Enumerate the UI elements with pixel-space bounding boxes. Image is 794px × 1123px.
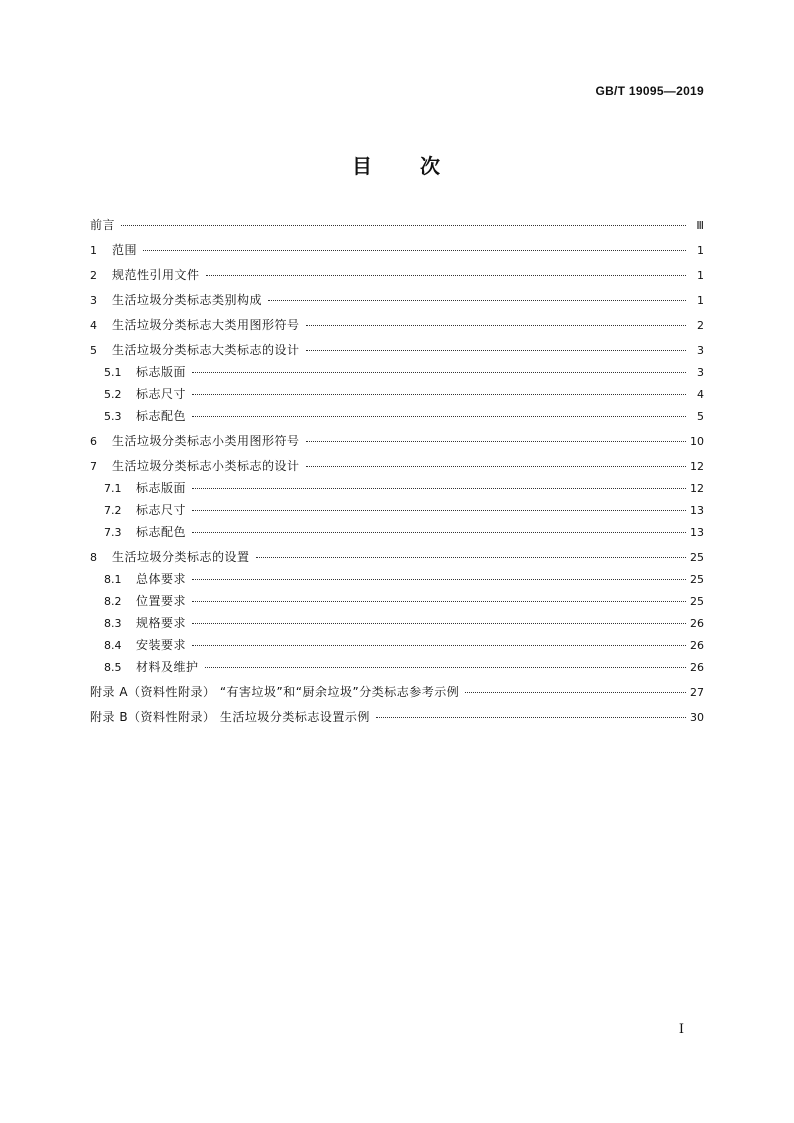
toc-entry-8-1[interactable] (90, 569, 704, 590)
toc-entry-label: 标志尺寸 (136, 387, 187, 401)
toc-entry-page: 26 (690, 661, 704, 674)
title-char-right: 次 (420, 154, 442, 178)
toc-entry-3[interactable] (90, 290, 704, 311)
toc-entry-page: 2 (697, 319, 704, 332)
toc-entry-label: 总体要求 (136, 572, 187, 586)
toc-entry-number: 5 (90, 344, 97, 357)
toc-entry-label: 生活垃圾分类标志大类标志的设计 (112, 343, 300, 357)
toc-entry-page: 1 (697, 269, 704, 282)
toc-entry-page: 26 (690, 617, 704, 630)
toc-entry-preface[interactable] (90, 215, 704, 236)
toc-entry-8-5[interactable] (90, 657, 704, 678)
toc-entry-label: 标志版面 (136, 365, 187, 379)
toc-entry-number: 5.3 (104, 410, 122, 423)
toc-entry-page: 25 (690, 551, 704, 564)
toc-entry-number: 7.1 (104, 482, 122, 495)
toc-entry-label: 附录 B（资料性附录） 生活垃圾分类标志设置示例 (90, 710, 370, 724)
toc-entry-8-4[interactable] (90, 635, 704, 656)
toc-entry-label: 规范性引用文件 (112, 268, 200, 282)
toc-entry-label: 规格要求 (136, 616, 187, 630)
toc-entry-page: 5 (697, 410, 704, 423)
dot-leader (192, 394, 686, 395)
toc-entry-page: 30 (690, 711, 704, 724)
toc-entry-label: 标志版面 (136, 481, 187, 495)
toc-entry-number: 7 (90, 460, 97, 473)
toc-entry-number: 7.3 (104, 526, 122, 539)
toc-entry-7-2[interactable] (90, 500, 704, 521)
dot-leader (306, 350, 686, 351)
dot-leader (192, 416, 686, 417)
table-of-contents (90, 215, 704, 728)
toc-entry-label: 标志配色 (136, 409, 187, 423)
toc-entry-number: 6 (90, 435, 97, 448)
toc-entry-page: 26 (690, 639, 704, 652)
toc-entry-number: 8 (90, 551, 97, 564)
toc-entry-number: 8.1 (104, 573, 122, 586)
toc-entry-page: 13 (690, 526, 704, 539)
toc-entry-number: 8.5 (104, 661, 122, 674)
toc-entry-page: 4 (697, 388, 704, 401)
toc-entry-label: 生活垃圾分类标志的设置 (112, 550, 250, 564)
toc-entry-8-3[interactable] (90, 613, 704, 634)
toc-entry-page: 27 (690, 686, 704, 699)
toc-entry-appendix-a[interactable] (90, 682, 704, 703)
toc-entry-label: 生活垃圾分类标志小类标志的设计 (112, 459, 300, 473)
toc-entry-number: 5.1 (104, 366, 122, 379)
toc-entry-page: 1 (697, 294, 704, 307)
toc-entry-8[interactable] (90, 547, 704, 568)
toc-entry-label: 生活垃圾分类标志大类用图形符号 (112, 318, 300, 332)
toc-entry-label: 生活垃圾分类标志类别构成 (112, 293, 263, 307)
dot-leader (192, 579, 686, 580)
dot-leader (192, 623, 686, 624)
toc-entry-5-1[interactable] (90, 362, 704, 383)
dot-leader (143, 250, 686, 251)
toc-entry-page: 12 (690, 482, 704, 495)
toc-entry-page: 1 (697, 244, 704, 257)
toc-entry-1[interactable] (90, 240, 704, 261)
toc-entry-number: 2 (90, 269, 97, 282)
toc-entry-5[interactable] (90, 340, 704, 361)
toc-entry-page: 3 (697, 366, 704, 379)
toc-entry-8-2[interactable] (90, 591, 704, 612)
dot-leader (306, 325, 686, 326)
dot-leader (192, 372, 686, 373)
dot-leader (268, 300, 686, 301)
toc-entry-6[interactable] (90, 431, 704, 452)
dot-leader (306, 441, 686, 442)
toc-entry-7[interactable] (90, 456, 704, 477)
toc-entry-number: 8.4 (104, 639, 122, 652)
page-title (0, 150, 794, 179)
toc-entry-page: 10 (690, 435, 704, 448)
title-char-left: 目 (352, 154, 374, 178)
toc-entry-label: 范围 (112, 243, 138, 257)
dot-leader (206, 275, 686, 276)
dot-leader (121, 225, 686, 226)
toc-entry-page: 13 (690, 504, 704, 517)
toc-entry-label: 标志配色 (136, 525, 187, 539)
dot-leader (306, 466, 686, 467)
dot-leader (192, 488, 686, 489)
toc-entry-number: 7.2 (104, 504, 122, 517)
page-number: Ⅰ (678, 1022, 684, 1037)
toc-entry-page: Ⅲ (696, 219, 704, 232)
toc-entry-page: 25 (690, 573, 704, 586)
toc-entry-number: 8.2 (104, 595, 122, 608)
toc-entry-number: 1 (90, 244, 97, 257)
toc-entry-label: 附录 A（资料性附录） “有害垃圾”和“厨余垃圾”分类标志参考示例 (90, 685, 460, 699)
toc-entry-5-2[interactable] (90, 384, 704, 405)
dot-leader (192, 645, 686, 646)
toc-entry-label: 生活垃圾分类标志小类用图形符号 (112, 434, 300, 448)
toc-entry-5-3[interactable] (90, 406, 704, 427)
toc-entry-page: 12 (690, 460, 704, 473)
toc-entry-number: 8.3 (104, 617, 122, 630)
dot-leader (192, 601, 686, 602)
toc-entry-4[interactable] (90, 315, 704, 336)
dot-leader (205, 667, 686, 668)
toc-entry-2[interactable] (90, 265, 704, 286)
toc-entry-label: 标志尺寸 (136, 503, 187, 517)
dot-leader (256, 557, 686, 558)
toc-entry-number: 3 (90, 294, 97, 307)
standard-number: GB/T 19095—2019 (595, 84, 704, 98)
toc-entry-page: 3 (697, 344, 704, 357)
dot-leader (192, 532, 686, 533)
toc-entry-appendix-b[interactable] (90, 707, 704, 728)
dot-leader (192, 510, 686, 511)
toc-entry-number: 5.2 (104, 388, 122, 401)
dot-leader (465, 692, 686, 693)
toc-entry-label: 位置要求 (136, 594, 187, 608)
toc-entry-label: 前言 (90, 218, 116, 232)
toc-entry-7-3[interactable] (90, 522, 704, 543)
toc-entry-label: 安装要求 (136, 638, 187, 652)
toc-entry-number: 4 (90, 319, 97, 332)
toc-entry-7-1[interactable] (90, 478, 704, 499)
dot-leader (376, 717, 686, 718)
toc-entry-page: 25 (690, 595, 704, 608)
toc-entry-label: 材料及维护 (136, 660, 199, 674)
